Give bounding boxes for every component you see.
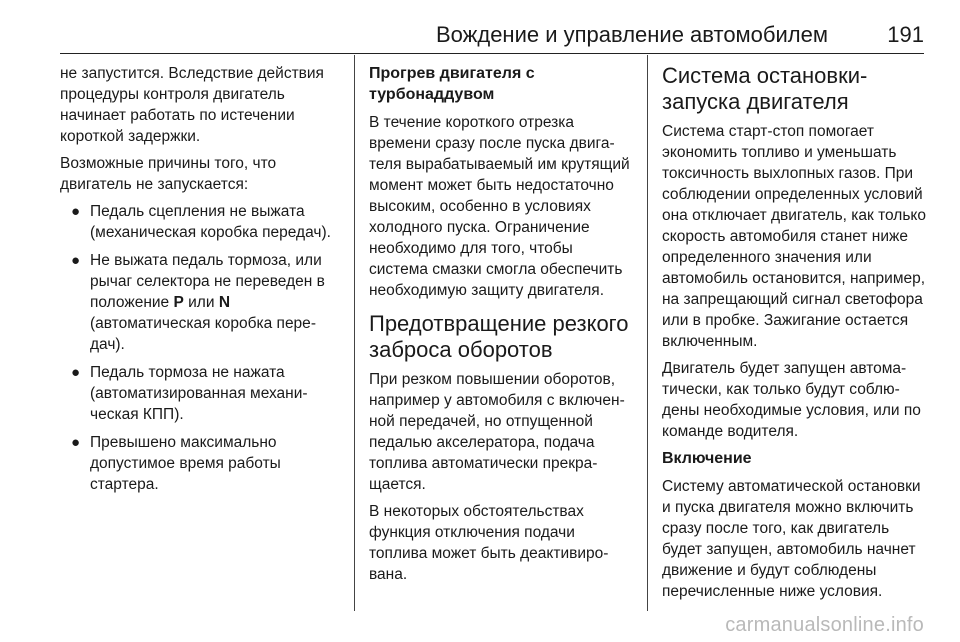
bullet-icon: ● xyxy=(71,203,81,220)
bullet-icon: ● xyxy=(71,252,81,269)
section-heading-activation: Включение xyxy=(662,450,752,467)
section-heading-turbo: Прогрев двигателя с турбонаддувом xyxy=(369,65,535,103)
causes-list xyxy=(60,201,342,495)
paragraph: При резком повышении оборотов, например у автомобиля с включенной передачей, но отпущенной педалью акселератора, подача топлива автоматически прекращается. xyxy=(369,371,625,493)
column-divider-2 xyxy=(647,55,648,611)
gear-p-label: P xyxy=(173,294,184,311)
section-title-start-stop: Система остановки-запуска двигателя xyxy=(662,63,868,114)
column-2 xyxy=(369,63,633,591)
paragraph: не запустится. Вследствие действия процедуры контроля двигатель начинает работать по истечении короткой задержки. xyxy=(60,65,324,145)
running-header-title: Вождение и управление автомобилем xyxy=(435,22,828,47)
section-title-overrev: Предотвращение резкого заброса оборотов xyxy=(369,311,629,362)
column-3 xyxy=(662,63,928,608)
bullet-icon: ● xyxy=(71,434,81,451)
paragraph: В течение короткого отрезка времени сразу после пуска двигателя вырабатываемый им крутящий момент может быть недостаточно высоким, особенно в условиях холодного пуска. Ограничение необходимо для того, чтобы система смазки смогла обеспечить необходимую защиту двигателя. xyxy=(369,114,630,299)
paragraph: В некоторых обстоятельствах функция отключения подачи топлива может быть деактивирована. xyxy=(369,503,609,583)
header-rule xyxy=(60,53,924,54)
paragraph: Двигатель будет запущен автоматически, как только будут соблюдены необходимые условия, или по команде водителя. xyxy=(662,360,921,440)
list-item: ● Превышено максимально допустимое время работы стартера. xyxy=(71,434,281,493)
column-1 xyxy=(60,63,342,502)
paragraph: Возможные причины того, что двигатель не запускается: xyxy=(60,155,277,193)
watermark: carmanualsonline.info xyxy=(725,614,924,636)
paragraph: Система старт-стоп помогает экономить топливо и уменьшать токсичность выхлопных газов. При соблюдении определенных условий она отключает двигатель, как только скорость автомобиля станет ниже определенного значения или автомобиль остановится, например, на запрещающий сигнал светофора или в пробке. Зажигание остается включенным. xyxy=(662,123,926,350)
paragraph: Систему автоматической остановки и пуска двигателя можно включить сразу после того, как двигатель будет запущен, автомобиль начнет движение и будут соблюдены перечисленные ниже условия. xyxy=(662,478,921,600)
list-item: ● Не выжата педаль тормоза, или рычаг селектора не переведен в положение P или N (автоматическая коробка передач). xyxy=(71,252,325,353)
bullet-icon: ● xyxy=(71,364,81,381)
list-item: ● Педаль сцепления не выжата (механическая коробка передач). xyxy=(71,203,331,241)
column-divider-1 xyxy=(354,55,355,611)
gear-n-label: N xyxy=(218,294,231,311)
list-item: ● Педаль тормоза не нажата (автоматизированная механическая КПП). xyxy=(71,364,308,423)
page-number: 191 xyxy=(887,22,924,47)
page-header xyxy=(60,0,924,53)
